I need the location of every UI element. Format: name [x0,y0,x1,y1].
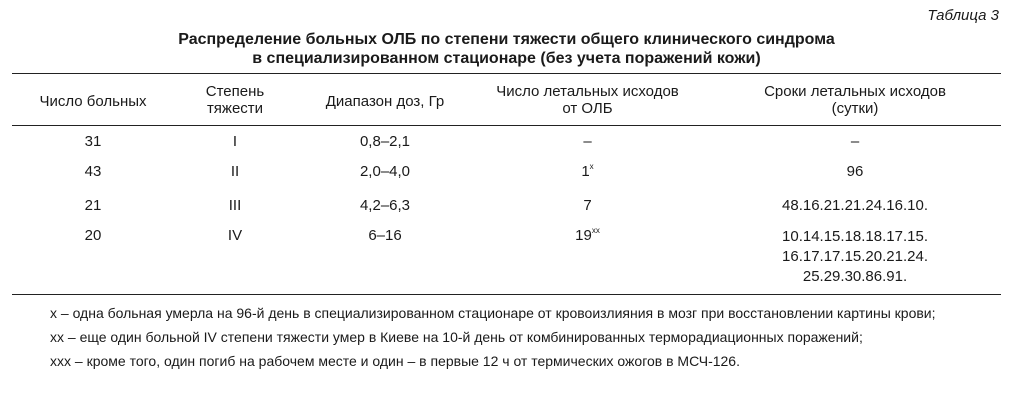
cell-lethal-marker: xx [591,226,600,235]
cell-severity: II [230,163,240,180]
cell-lethal [470,163,705,181]
cell-patients: 20 [84,227,102,244]
cell-severity: I [232,133,238,150]
cell-dose: 0,8–2,1 [359,133,411,150]
header-dose-range: Диапазон доз, Гр [325,93,445,110]
cell-terms [720,227,990,287]
cell-terms [720,133,990,151]
table-label: Таблица 3 [927,7,999,24]
cell-lethal-value: 19 [575,227,592,244]
footnote: хх – еще один больной IV степени тяжести умер в Киеве на 10-й день от комбинированных терморадиационных поражений; [50,329,863,345]
cell-terms-line: 48.16.21.21.24.16.10. [782,197,928,214]
rule-header [12,125,1001,126]
cell-patients: 43 [84,163,102,180]
header-terms-line-1: Сроки летальных исходов [764,83,946,100]
cell-terms-line: 16.17.17.15.20.21.24. [782,248,928,265]
cell-lethal-value: 7 [583,197,592,214]
cell-patients: 21 [84,197,102,214]
cell-terms-line: 96 [846,163,864,180]
cell-dose: 4,2–6,3 [359,197,411,214]
header-severity-line-1: Степень [205,83,265,100]
header-patients: Число больных [39,93,147,110]
table-title [0,30,1013,68]
cell-lethal [470,197,705,215]
header-lethal [470,83,705,117]
header-lethal-line-1: Число летальных исходов [496,83,679,100]
cell-lethal [470,133,705,151]
header-terms [720,83,990,117]
cell-lethal-marker: x [589,162,594,171]
cell-severity: III [228,197,242,214]
rule-top [12,73,1001,74]
title-line-2: в специализированном стационаре (без учета поражений кожи) [252,50,761,67]
cell-patients: 31 [84,133,102,150]
rule-bottom [12,294,1001,295]
cell-severity: IV [227,227,243,244]
footnotes [12,301,1005,373]
cell-terms [720,197,990,215]
cell-lethal [470,227,705,245]
cell-lethal-value: – [583,133,592,150]
title-line-1: Распределение больных ОЛБ по степени тяжести общего клинического синдрома [178,31,835,48]
header-severity [175,83,295,117]
cell-lethal-value: 1 [581,163,590,180]
cell-terms [720,163,990,181]
cell-dose: 2,0–4,0 [359,163,411,180]
cell-terms-line: – [850,133,860,150]
header-lethal-line-2: от ОЛБ [562,100,613,117]
cell-terms-line: 25.29.30.86.91. [802,268,908,285]
footnote: ххх – кроме того, один погиб на рабочем месте и один – в первые 12 ч от термических ожогов в МСЧ-126. [50,353,740,369]
cell-terms-line: 10.14.15.18.18.17.15. [782,228,928,245]
cell-dose: 6–16 [368,227,402,244]
footnote: х – одна больная умерла на 96-й день в специализированном стационаре от кровоизлияния в мозг при восстановлении картины крови; [50,305,936,321]
header-terms-line-2: (сутки) [831,100,879,117]
header-severity-line-2: тяжести [206,100,264,117]
